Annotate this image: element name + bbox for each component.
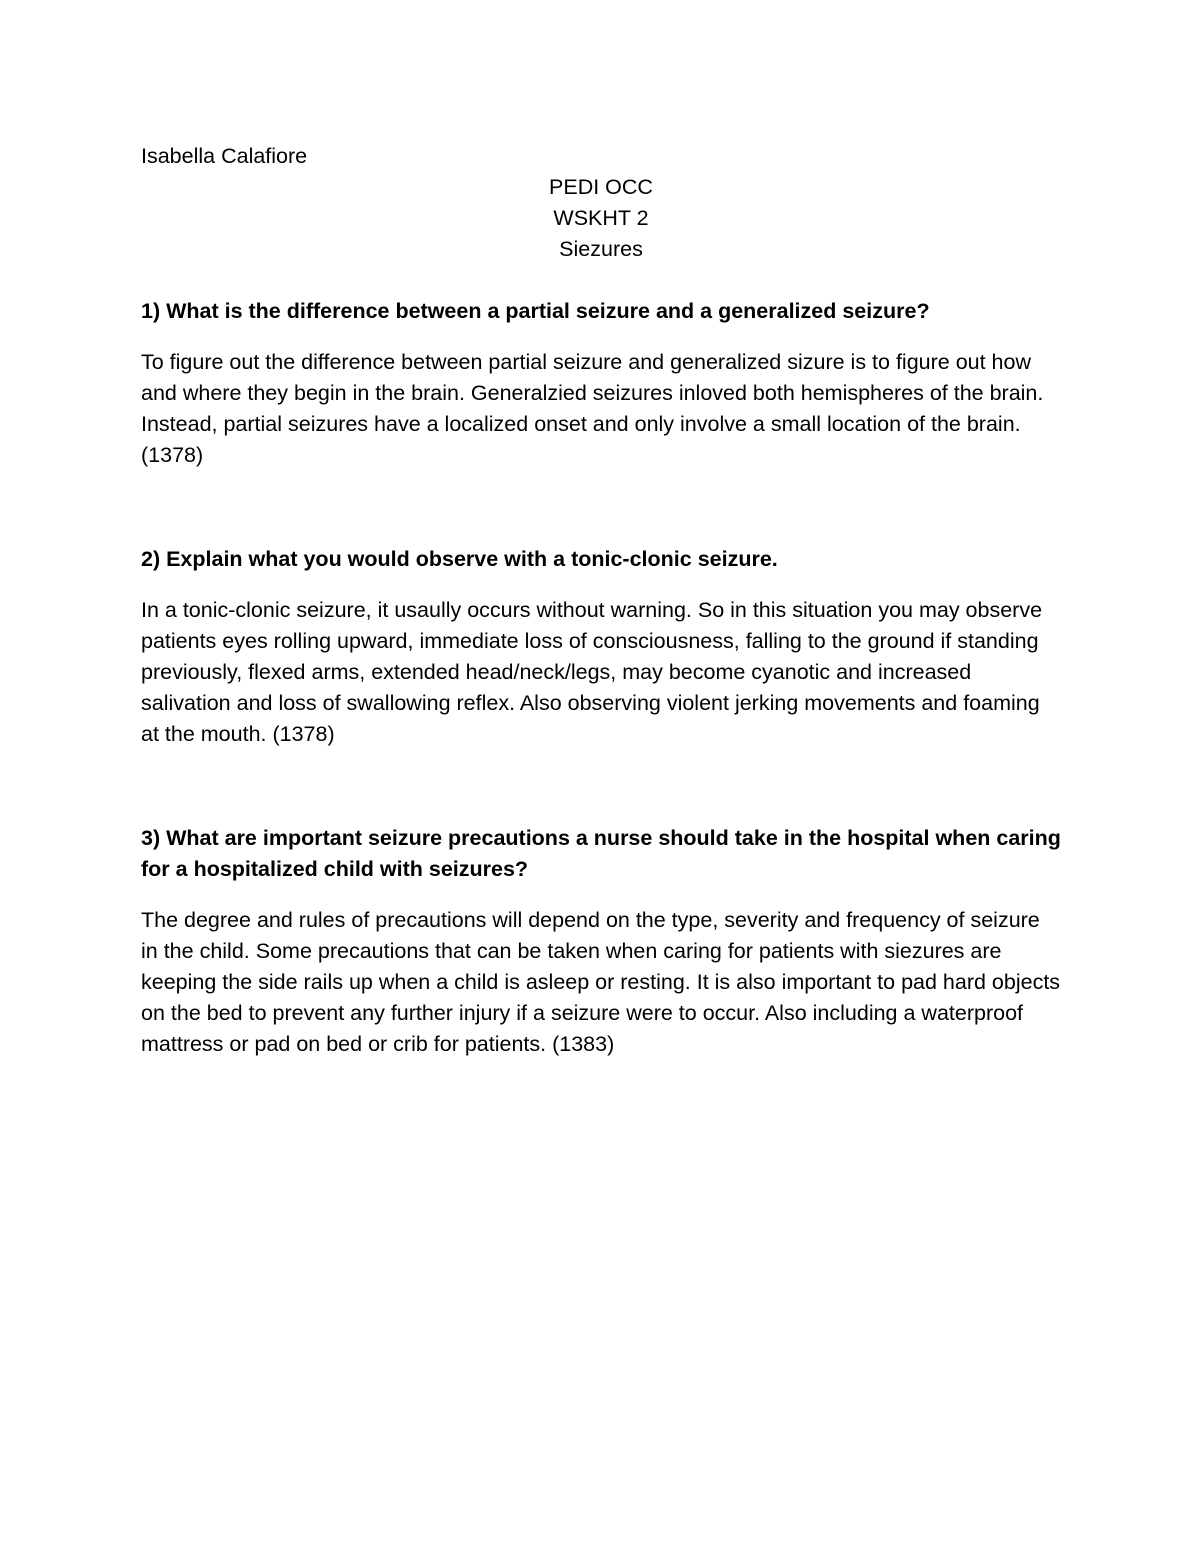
answer-2: In a tonic-clonic seizure, it usaully occurs without warning. So in this situation you may observe patients eyes rolling upward, immediate loss of consciousness, falling to the ground if standing previously, flexed arms, extended head/neck/legs, may become cyanotic and increased salivation and loss of swallowing reflex. Also observing violent jerking movements and foaming at the mouth. (1378) [141, 598, 1043, 746]
document-header [141, 172, 1061, 265]
document-body [141, 141, 1061, 1060]
question-2: 2) Explain what you would observe with a tonic-clonic seizure. [141, 547, 778, 571]
question-1: 1) What is the difference between a partial seizure and a generalized seizure? [141, 299, 930, 323]
worksheet-title: WSKHT 2 [553, 206, 649, 230]
question-3: 3) What are important seizure precautions a nurse should take in the hospital when caring for a hospitalized child with seizures? [141, 826, 1061, 881]
course-title: PEDI OCC [549, 175, 653, 199]
author-name: Isabella Calafiore [141, 144, 308, 168]
answer-3: The degree and rules of precautions will depend on the type, severity and frequency of seizure in the child. Some precautions that can be taken when caring for patients with siezures are keeping the side rails up when a child is asleep or resting. It is also important to pad hard objects on the bed to prevent any further injury if a seizure were to occur. Also including a waterproof mattress or pad on bed or crib for patients. (1383) [141, 908, 1061, 1056]
answer-1: To figure out the difference between partial seizure and generalized sizure is to figure out how and where they begin in the brain. Generalzied seizures inloved both hemispheres of the brain. Instead, partial seizures have a localized onset and only involve a small location of the brain. (1378) [141, 350, 1044, 467]
topic-title: Siezures [559, 237, 643, 261]
